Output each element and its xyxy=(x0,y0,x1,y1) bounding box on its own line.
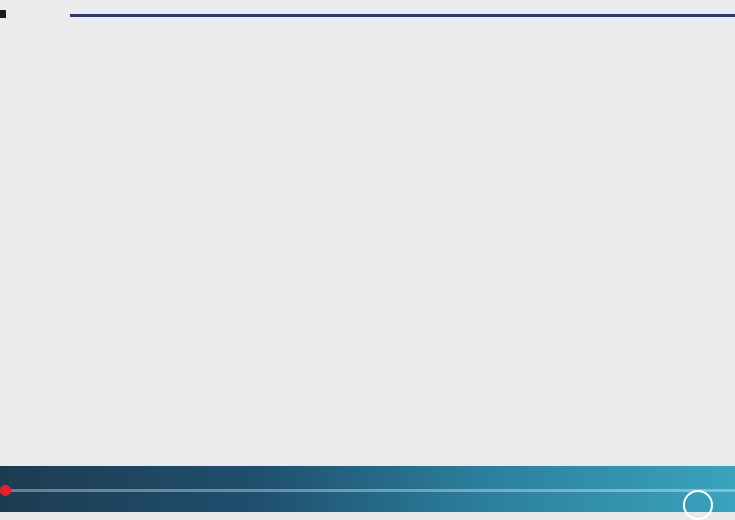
video-progress-bar[interactable] xyxy=(0,489,735,492)
video-progress-handle[interactable] xyxy=(0,485,11,496)
page-number-badge xyxy=(683,490,713,520)
